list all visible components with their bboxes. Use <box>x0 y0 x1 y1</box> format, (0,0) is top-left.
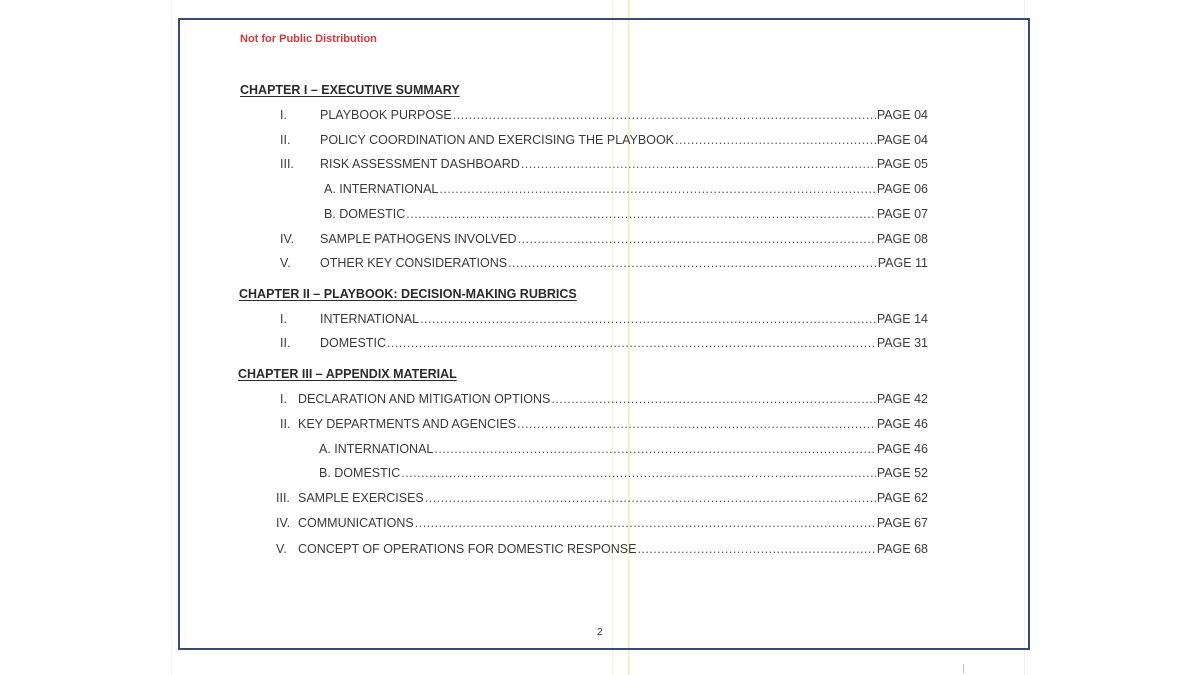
entry-label: OTHER KEY CONSIDERATIONS <box>320 256 508 270</box>
dot-leader <box>517 417 876 431</box>
dot-leader <box>425 491 876 505</box>
toc-subentry[interactable] <box>324 182 928 196</box>
entry-page: PAGE 08 <box>876 232 928 246</box>
toc-entry[interactable] <box>280 392 928 406</box>
entry-label: A. INTERNATIONAL <box>324 182 439 196</box>
dot-leader <box>637 542 875 556</box>
chapter-3-heading: CHAPTER III – APPENDIX MATERIAL <box>238 367 457 381</box>
entry-label: INTERNATIONAL <box>320 312 420 326</box>
entry-number: V. <box>276 542 287 556</box>
entry-number: II. <box>280 336 291 350</box>
toc-entry[interactable] <box>280 232 928 246</box>
entry-page: PAGE 14 <box>876 312 928 326</box>
toc-entry[interactable] <box>280 312 928 326</box>
dot-leader <box>434 442 875 456</box>
toc-entry[interactable] <box>280 336 928 350</box>
dot-leader <box>675 133 876 147</box>
dot-leader <box>420 312 876 326</box>
entry-page: PAGE 05 <box>876 157 928 171</box>
toc-entry[interactable] <box>280 108 928 122</box>
entry-page: PAGE 68 <box>876 542 928 556</box>
entry-page: PAGE 42 <box>876 392 928 406</box>
chapter-1-heading: CHAPTER I – EXECUTIVE SUMMARY <box>240 83 460 97</box>
toc-entry[interactable] <box>276 516 928 530</box>
entry-number: III. <box>280 157 294 171</box>
entry-label: POLICY COORDINATION AND EXERCISING THE PLAYBOOK <box>320 133 675 147</box>
entry-page: PAGE 11 <box>877 256 928 270</box>
entry-label: B. DOMESTIC <box>324 207 406 221</box>
entry-number: II. <box>280 417 291 431</box>
entry-label: SAMPLE EXERCISES <box>298 491 424 505</box>
toc-subentry[interactable] <box>319 466 928 480</box>
entry-number: I. <box>280 312 287 326</box>
toc-subentry[interactable] <box>324 207 928 221</box>
entry-number: V. <box>280 256 291 270</box>
entry-page: PAGE 04 <box>876 108 928 122</box>
entry-page: PAGE 62 <box>876 491 928 505</box>
entry-page: PAGE 67 <box>876 516 928 530</box>
entry-label: RISK ASSESSMENT DASHBOARD <box>320 157 520 171</box>
entry-label: SAMPLE PATHOGENS INVOLVED <box>320 232 517 246</box>
entry-number: II. <box>280 133 291 147</box>
entry-label: COMMUNICATIONS <box>298 516 414 530</box>
entry-label: PLAYBOOK PURPOSE <box>320 108 452 122</box>
toc-entry[interactable] <box>280 157 928 171</box>
entry-number: I. <box>280 108 287 122</box>
entry-page: PAGE 46 <box>876 442 928 456</box>
dot-leader <box>415 516 876 530</box>
toc-subentry[interactable] <box>319 442 928 456</box>
entry-page: PAGE 07 <box>876 207 928 221</box>
entry-number: IV. <box>276 516 291 530</box>
entry-number: IV. <box>280 232 295 246</box>
page-number: 2 <box>597 627 603 638</box>
toc-entry[interactable] <box>276 491 928 505</box>
dot-leader <box>551 392 875 406</box>
toc-entry[interactable] <box>276 542 928 556</box>
dot-leader <box>439 182 875 196</box>
entry-page: PAGE 06 <box>876 182 928 196</box>
entry-number: I. <box>280 392 287 406</box>
scan-edge-mark <box>963 664 964 673</box>
dot-leader <box>521 157 876 171</box>
chapter-2-heading: CHAPTER II – PLAYBOOK: DECISION-MAKING RUBRICS <box>239 287 577 301</box>
dot-leader <box>453 108 876 122</box>
toc-entry[interactable] <box>280 256 928 270</box>
entry-page: PAGE 52 <box>876 466 928 480</box>
entry-label: DECLARATION AND MITIGATION OPTIONS <box>298 392 551 406</box>
dot-leader <box>508 256 877 270</box>
entry-page: PAGE 31 <box>876 336 928 350</box>
distribution-notice: Not for Public Distribution <box>240 33 377 45</box>
entry-label: CONCEPT OF OPERATIONS FOR DOMESTIC RESPONSE <box>298 542 637 556</box>
dot-leader <box>406 207 876 221</box>
entry-page: PAGE 46 <box>876 417 928 431</box>
entry-label: A. INTERNATIONAL <box>319 442 434 456</box>
entry-label: DOMESTIC <box>320 336 386 350</box>
dot-leader <box>387 336 876 350</box>
entry-label: KEY DEPARTMENTS AND AGENCIES <box>298 417 517 431</box>
entry-page: PAGE 04 <box>876 133 928 147</box>
dot-leader <box>401 466 876 480</box>
entry-number: III. <box>276 491 290 505</box>
toc-entry[interactable] <box>280 133 928 147</box>
entry-label: B. DOMESTIC <box>319 466 401 480</box>
dot-leader <box>518 232 876 246</box>
toc-entry[interactable] <box>280 417 928 431</box>
